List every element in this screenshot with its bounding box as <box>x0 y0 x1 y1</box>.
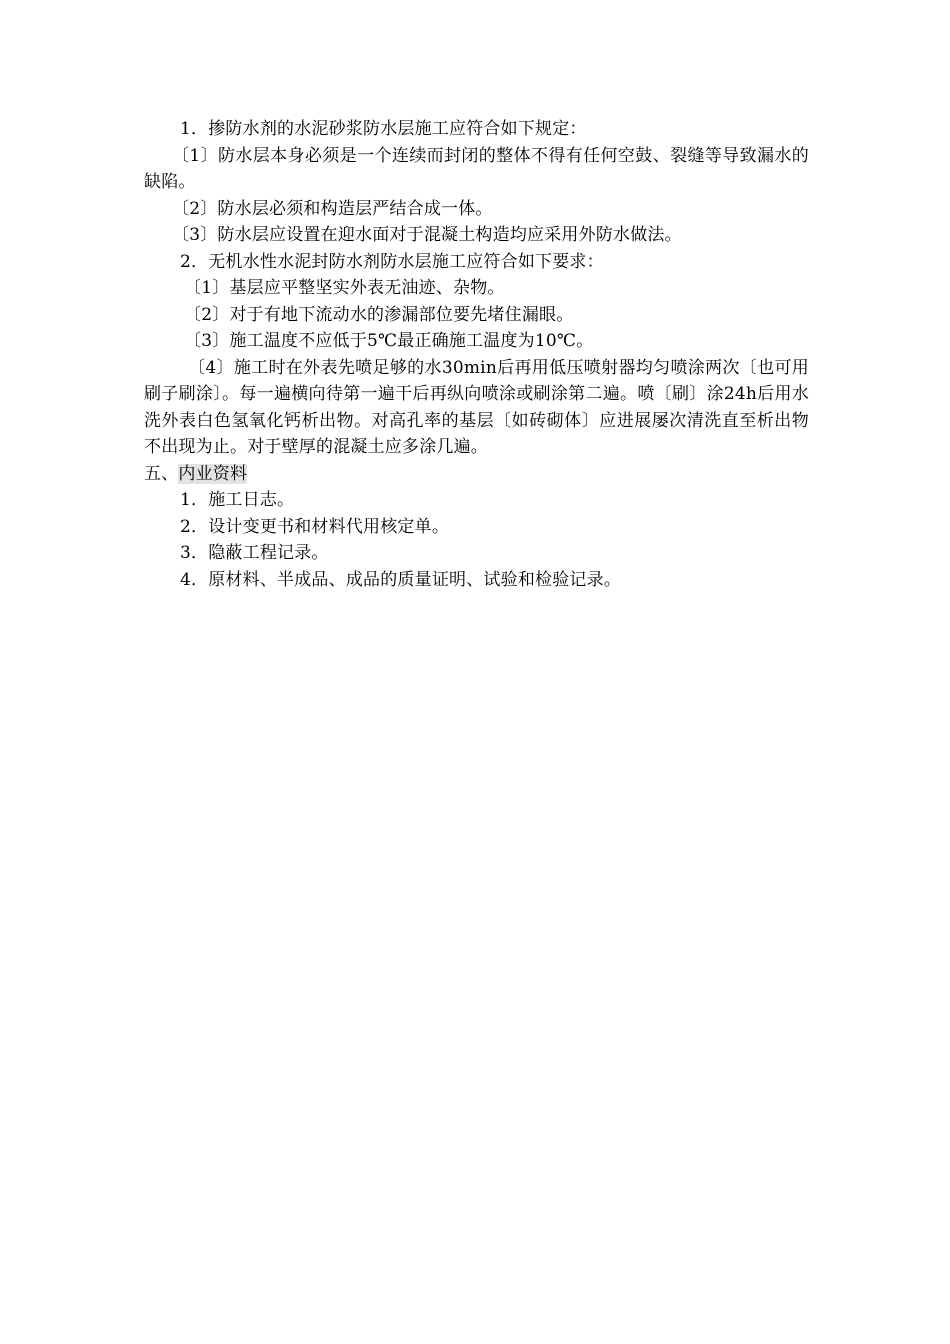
list-item: 2．设计变更书和材料代用核定单。 <box>180 516 450 537</box>
list-item: 1．施工日志。 <box>180 490 295 510</box>
clause-1-item-3: 〔3〕防水层应设置在迎水面对于混凝土构造均应采用外防水做法。 <box>172 225 682 245</box>
section-title: 内业资料 <box>178 463 248 484</box>
list-item: 3．隐蔽工程记录。 <box>180 543 329 563</box>
clause-2-item-1: 〔1〕基层应平整坚实外表无油迹、杂物。 <box>184 278 505 298</box>
clause-2-item-4: 〔4〕施工时在外表先喷足够的水30min后再用低压喷射器均匀喷涂两次〔也可用刷子刷涂〕。每一遍横向待第一遍干后再纵向喷涂或刷涂第二遍。喷〔刷〕涂24h后用水洗外表白色氢氧化钙析出物。对高孔率的基层〔如砖砌体〕应进展屡次清洗直至析出物不出现为止。对于壁厚的混凝土应多涂几遍。 <box>144 357 809 457</box>
list-item: 4．原材料、半成品、成品的质量证明、试验和检验记录。 <box>180 569 622 590</box>
clause-1-item-2: 〔2〕防水层必须和构造层严结合成一体。 <box>172 198 493 219</box>
clause-1-item-1: 〔1〕防水层本身必须是一个连续而封闭的整体不得有任何空鼓、裂缝等导致漏水的缺陷。 <box>144 145 809 192</box>
section-heading <box>144 461 809 488</box>
clause-2-item-3: 〔3〕施工温度不应低于5℃最正确施工温度为10℃。 <box>184 331 594 351</box>
clause-1-heading: 1．掺防水剂的水泥砂浆防水层施工应符合如下规定： <box>180 119 587 139</box>
clause-2-item-2: 〔2〕对于有地下流动水的渗漏部位要先堵住漏眼。 <box>184 304 574 325</box>
section-number: 五、 <box>144 463 179 484</box>
document-body <box>144 116 809 593</box>
clause-2-heading: 2．无机水性水泥封防水剂防水层施工应符合如下要求： <box>180 251 604 272</box>
